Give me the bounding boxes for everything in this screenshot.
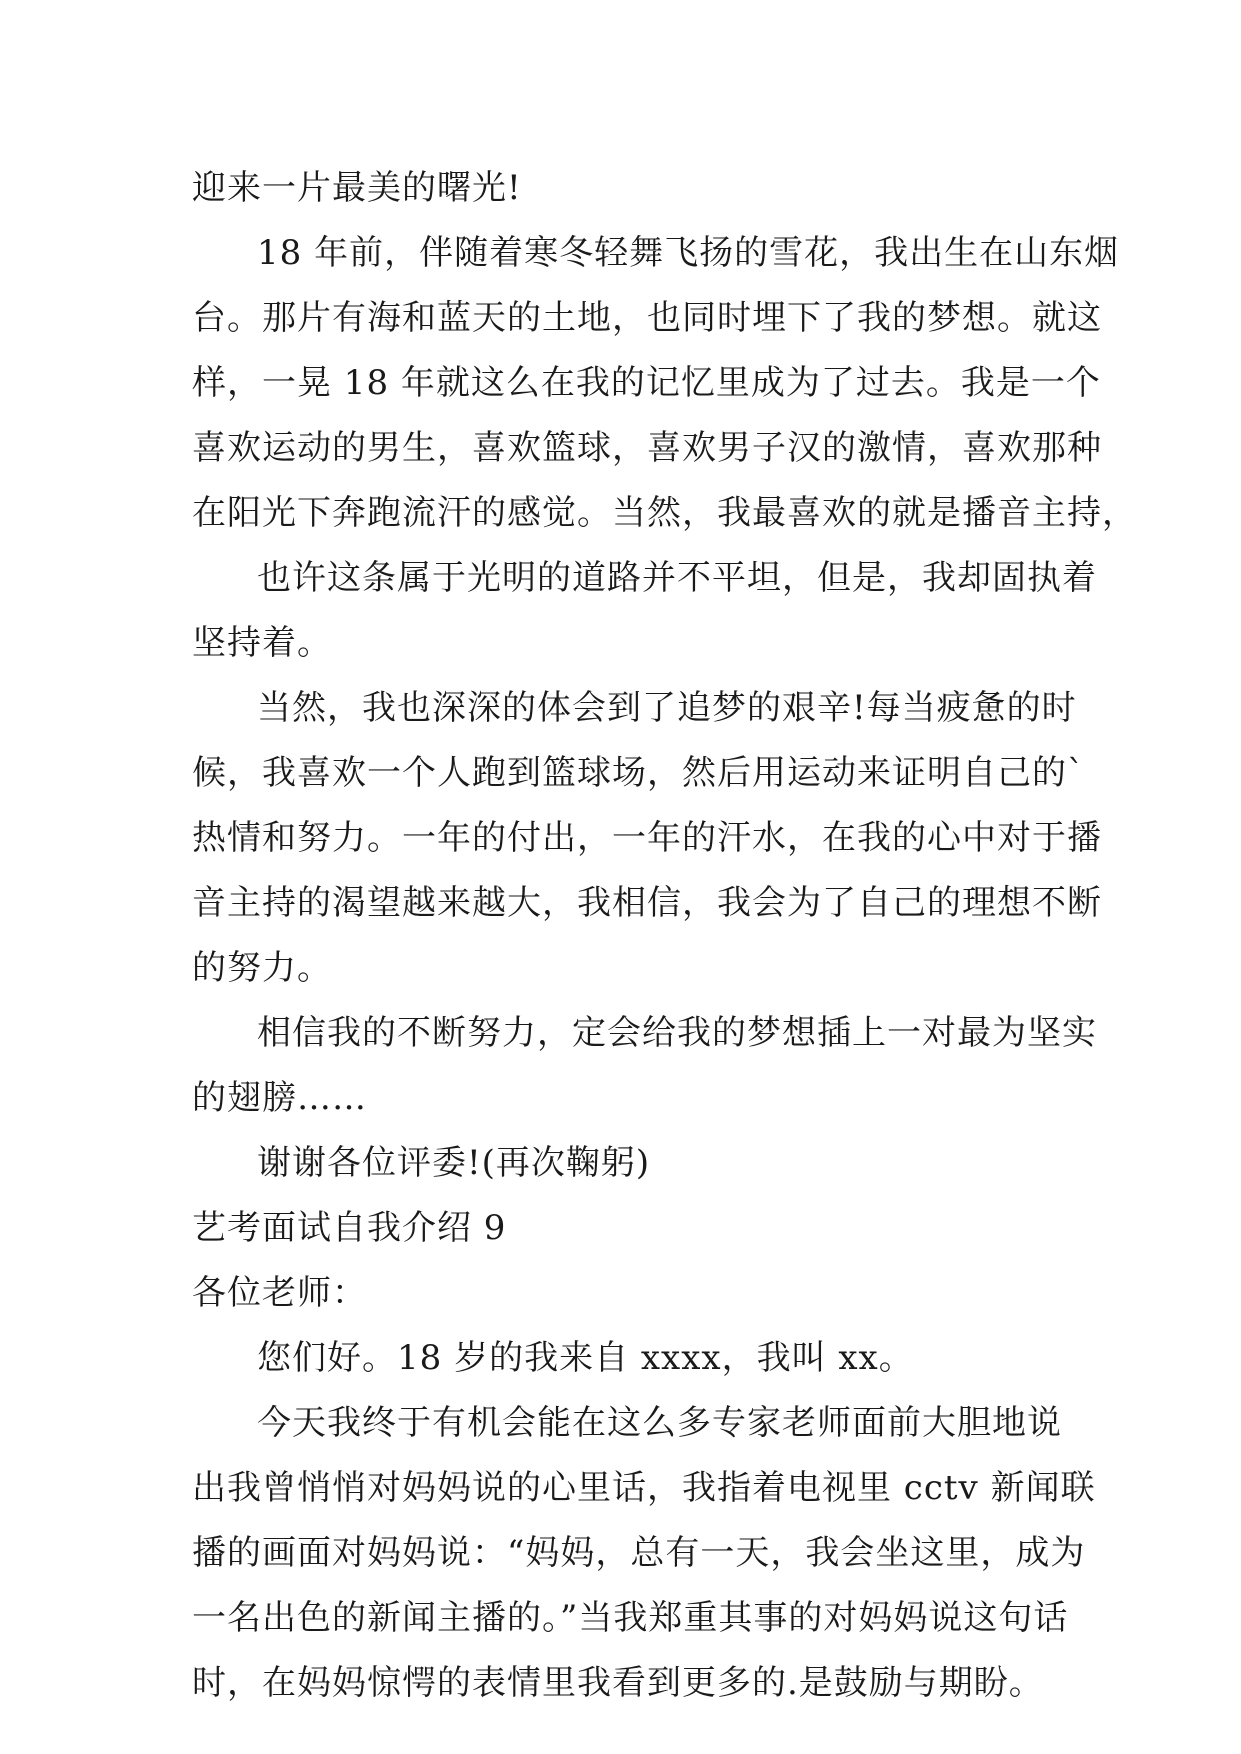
text-line: 喜欢运动的男生，喜欢篮球，喜欢男子汉的激情，喜欢那种 — [192, 428, 1102, 468]
document-body — [192, 156, 1137, 1716]
section-heading: 艺考面试自我介绍 9 — [192, 1208, 507, 1248]
text-line: 候，我喜欢一个人跑到篮球场，然后用运动来证明自己的` — [192, 753, 1085, 793]
text-line: 时，在妈妈惊愕的表情里我看到更多的.是鼓励与期盼。 — [192, 1663, 1044, 1703]
text-line: 今天我终于有机会能在这么多专家老师面前大胆地说 — [257, 1403, 1062, 1443]
text-line: 台。那片有海和蓝天的土地，也同时埋下了我的梦想。就这 — [192, 298, 1102, 338]
salutation: 各位老师： — [192, 1273, 367, 1313]
text-line: 的努力。 — [192, 948, 332, 988]
text-line: 一名出色的新闻主播的。”当我郑重其事的对妈妈说这句话 — [192, 1598, 1069, 1638]
text-line: 您们好。18 岁的我来自 xxxx，我叫 xx。 — [257, 1338, 914, 1378]
text-line: 热情和努力。一年的付出，一年的汗水，在我的心中对于播 — [192, 818, 1102, 858]
text-line: 坚持着。 — [192, 623, 332, 663]
text-line: 当然，我也深深的体会到了追梦的艰辛!每当疲惫的时 — [257, 688, 1077, 728]
text-line: 18 年前，伴随着寒冬轻舞飞扬的雪花，我出生在山东烟 — [257, 233, 1120, 273]
text-line: 迎来一片最美的曙光! — [192, 168, 522, 208]
text-line: 样，一晃 18 年就这么在我的记忆里成为了过去。我是一个 — [192, 363, 1101, 403]
text-line: 播的画面对妈妈说：“妈妈，总有一天，我会坐这里，成为 — [192, 1533, 1086, 1573]
text-line: 在阳光下奔跑流汗的感觉。当然，我最喜欢的就是播音主持， — [192, 493, 1137, 533]
text-line: 相信我的不断努力，定会给我的梦想插上一对最为坚实 — [257, 1013, 1097, 1053]
text-line: 也许这条属于光明的道路并不平坦，但是，我却固执着 — [257, 558, 1097, 598]
text-line: 谢谢各位评委!(再次鞠躬) — [257, 1143, 651, 1183]
text-line: 出我曾悄悄对妈妈说的心里话，我指着电视里 cctv 新闻联 — [192, 1468, 1096, 1508]
text-line: 的翅膀…… — [192, 1078, 367, 1118]
text-line: 音主持的渴望越来越大，我相信，我会为了自己的理想不断 — [192, 883, 1102, 923]
